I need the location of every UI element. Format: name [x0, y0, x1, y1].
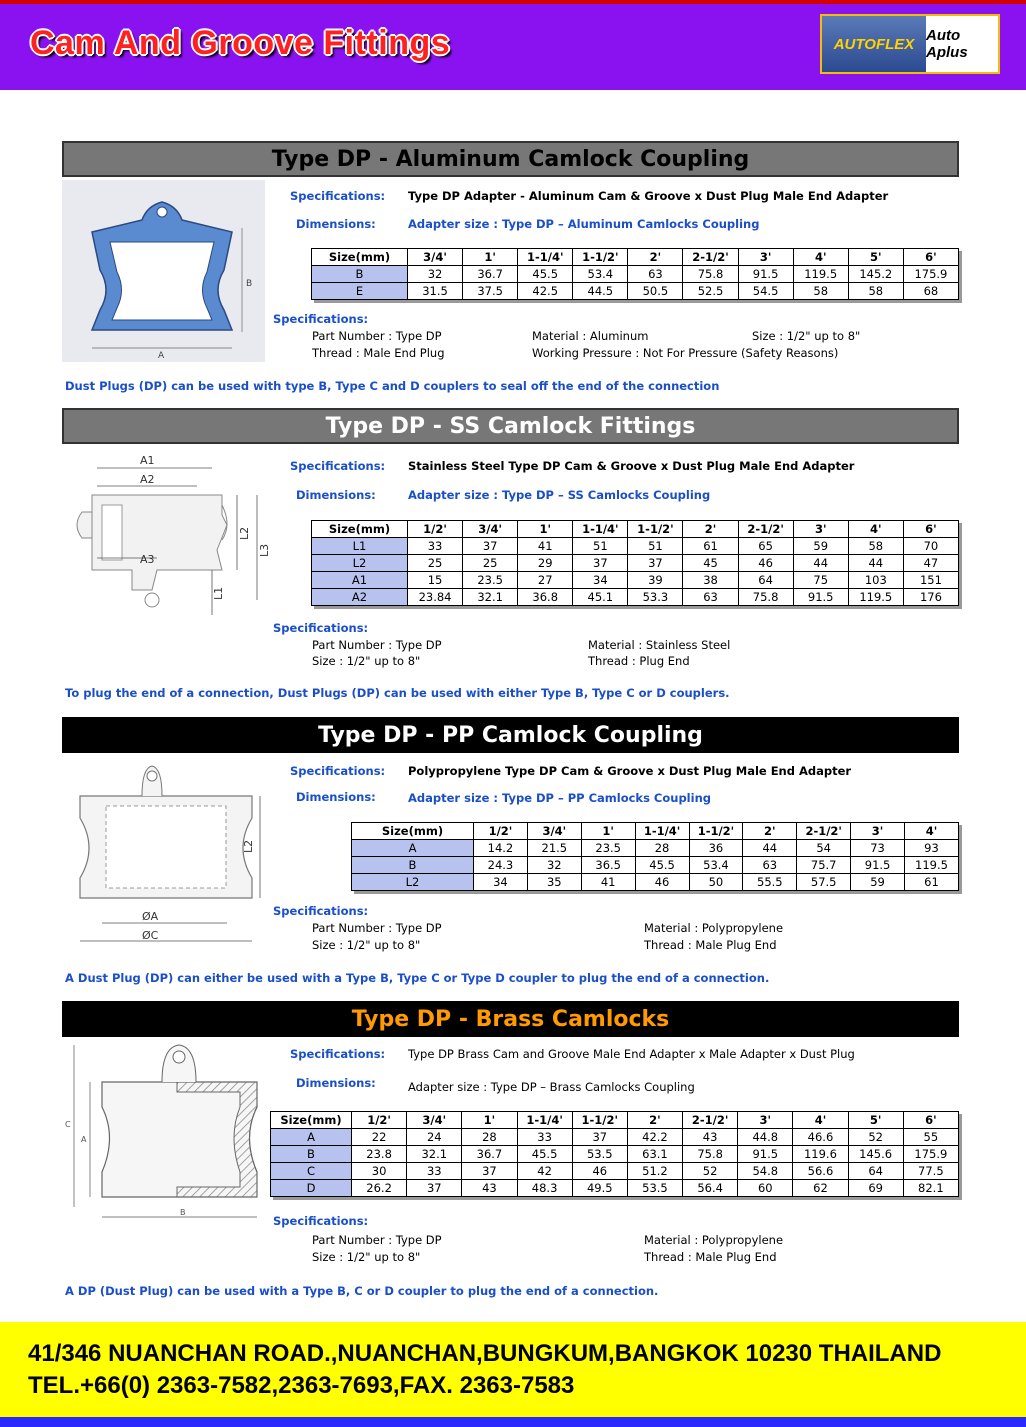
table-cell: 15 — [408, 572, 463, 589]
spec-label: Specifications: — [290, 1047, 386, 1061]
spec-label: Specifications: — [290, 764, 386, 778]
table-cell: 64 — [848, 1163, 903, 1180]
table-header-cell: 4' — [905, 823, 959, 840]
table-cell: 53.4 — [689, 857, 743, 874]
table-cell: 73 — [851, 840, 905, 857]
brass-note: A DP (Dust Plug) can be used with a Type B, C or D coupler to plug the end of a connection. — [65, 1284, 659, 1298]
ss-note: To plug the end of a connection, Dust Plugs (DP) can be used with either Type B, Type C or D couplers. — [65, 686, 730, 700]
ss-dim-a3: A3 — [140, 553, 155, 566]
table-cell: 45 — [683, 555, 738, 572]
table-row — [352, 874, 959, 891]
section-title-ss: Type DP - SS Camlock Fittings — [62, 408, 959, 444]
table-cell: 25 — [463, 555, 518, 572]
pp-specifications: Polypropylene Type DP Cam & Groove x Dust Plug Male End Adapter — [408, 764, 852, 778]
table-header-cell: 1-1/4' — [517, 1112, 572, 1129]
table-cell: 35 — [527, 874, 581, 891]
table-cell: 53.5 — [627, 1180, 682, 1197]
table-cell: 56.6 — [793, 1163, 848, 1180]
table-cell: 26.2 — [352, 1180, 407, 1197]
table-row — [271, 1163, 959, 1180]
table-cell: L1 — [312, 538, 408, 555]
ss-dim-l3: L3 — [258, 543, 271, 557]
table-cell: 45.5 — [517, 1146, 572, 1163]
table-header-cell: Size(mm) — [312, 249, 408, 266]
table-cell: 58 — [848, 538, 903, 555]
table-row — [352, 840, 959, 857]
table-cell: 61 — [905, 874, 959, 891]
table-cell: 75 — [793, 572, 848, 589]
table-cell: 45.5 — [635, 857, 689, 874]
table-cell: 63 — [683, 589, 738, 606]
table-header-cell: 3/4' — [408, 249, 463, 266]
section-title-aluminum: Type DP - Aluminum Camlock Coupling — [62, 141, 959, 177]
table-cell: 54.8 — [738, 1163, 793, 1180]
table-cell: 44 — [848, 555, 903, 572]
table-cell: 37.5 — [463, 283, 518, 300]
logo-autoflex: AUTOFLEX — [822, 16, 926, 72]
table-cell: 23.5 — [463, 572, 518, 589]
table-cell: 48.3 — [517, 1180, 572, 1197]
table-cell: 44 — [793, 555, 848, 572]
table-cell: 52 — [848, 1129, 903, 1146]
table-cell: 33 — [408, 538, 463, 555]
table-header-row — [312, 249, 959, 266]
table-cell: 44 — [743, 840, 797, 857]
table-cell: 34 — [573, 572, 628, 589]
table-cell: 46.6 — [793, 1129, 848, 1146]
table-cell: 103 — [848, 572, 903, 589]
table-row — [312, 572, 959, 589]
footer-strip — [0, 1417, 1026, 1427]
detail-part-number: Part Number : Type DP — [312, 921, 442, 935]
table-cell: 65 — [738, 538, 793, 555]
table-cell: E — [312, 283, 408, 300]
table-header-cell: 5' — [848, 249, 903, 266]
table-header-cell: 1' — [462, 1112, 517, 1129]
ss-drawing — [62, 450, 272, 625]
table-header-cell: 2-1/2' — [683, 1112, 738, 1129]
table-cell: 43 — [683, 1129, 738, 1146]
table-header-cell: 4' — [793, 249, 848, 266]
table-header-cell: 1/2' — [408, 521, 463, 538]
detail-size: Size : 1/2" up to 8" — [752, 329, 861, 343]
table-cell: 58 — [848, 283, 903, 300]
footer-address: 41/346 NUANCHAN ROAD.,NUANCHAN,BUNGKUM,BANGKOK 10230 THAILAND — [28, 1340, 942, 1367]
table-cell: 41 — [518, 538, 573, 555]
brass-specifications: Type DP Brass Cam and Groove Male End Adapter x Male Adapter x Dust Plug — [408, 1047, 855, 1061]
table-header-cell: Size(mm) — [312, 521, 408, 538]
table-row — [312, 266, 959, 283]
detail-thread: Thread : Plug End — [588, 654, 690, 668]
table-cell: 91.5 — [738, 266, 793, 283]
table-cell: 53.4 — [573, 266, 628, 283]
table-header-cell: 1-1/4' — [573, 521, 628, 538]
table-cell: B — [352, 857, 474, 874]
table-header-cell: 2-1/2' — [683, 249, 738, 266]
table-row — [312, 283, 959, 300]
table-header-cell: 1-1/4' — [518, 249, 573, 266]
table-header-cell: 1/2' — [474, 823, 528, 840]
table-header-cell: 4' — [848, 521, 903, 538]
table-header-row — [312, 521, 959, 538]
table-header-cell: 3' — [851, 823, 905, 840]
table-cell: 119.5 — [793, 266, 848, 283]
detail-material: Material : Polypropylene — [644, 1233, 784, 1247]
table-cell: 36 — [689, 840, 743, 857]
table-cell: 119.6 — [793, 1146, 848, 1163]
aluminum-drawing — [62, 180, 265, 362]
table-cell: 39 — [628, 572, 683, 589]
spec-label: Specifications: — [290, 459, 386, 473]
table-row — [271, 1146, 959, 1163]
detail-size: Size : 1/2" up to 8" — [312, 1250, 421, 1264]
table-header-cell: 1/2' — [352, 1112, 407, 1129]
spec-label: Specifications: — [273, 1214, 369, 1228]
table-cell: 33 — [517, 1129, 572, 1146]
alu-dim-b: B — [246, 279, 253, 289]
table-cell: 55 — [903, 1129, 958, 1146]
table-cell: 75.8 — [738, 589, 793, 606]
table-cell: 60 — [738, 1180, 793, 1197]
table-cell: 25 — [408, 555, 463, 572]
table-cell: 38 — [683, 572, 738, 589]
table-cell: 151 — [903, 572, 958, 589]
table-cell: 63 — [628, 266, 683, 283]
table-cell: 52.5 — [683, 283, 738, 300]
table-header-cell: 3' — [738, 249, 793, 266]
ss-dimensions: Adapter size : Type DP – SS Camlocks Coupling — [408, 488, 711, 502]
table-cell: 37 — [463, 538, 518, 555]
table-cell: 53.3 — [628, 589, 683, 606]
table-cell: 91.5 — [851, 857, 905, 874]
table-header-cell: 3' — [793, 521, 848, 538]
detail-size: Size : 1/2" up to 8" — [312, 654, 421, 668]
section-title-brass: Type DP - Brass Camlocks — [62, 1001, 959, 1037]
table-cell: 62 — [793, 1180, 848, 1197]
table-cell: 42.5 — [518, 283, 573, 300]
table-cell: 58 — [793, 283, 848, 300]
spec-label: Specifications: — [273, 312, 369, 326]
table-cell: 75.8 — [683, 266, 738, 283]
table-cell: 54 — [797, 840, 851, 857]
table-cell: A — [271, 1129, 352, 1146]
pp-dim-l2: L2 — [242, 839, 255, 853]
table-cell: 47 — [903, 555, 958, 572]
table-cell: 28 — [635, 840, 689, 857]
detail-working-pressure: Working Pressure : Not For Pressure (Safety Reasons) — [532, 346, 839, 360]
table-header-cell: 1-1/2' — [689, 823, 743, 840]
table-row — [312, 538, 959, 555]
table-cell: 42 — [517, 1163, 572, 1180]
table-cell: 51 — [628, 538, 683, 555]
table-header-cell: 1-1/2' — [628, 521, 683, 538]
table-cell: 175.9 — [903, 266, 958, 283]
table-cell: 31.5 — [408, 283, 463, 300]
table-cell: 61 — [683, 538, 738, 555]
table-cell: 119.5 — [848, 589, 903, 606]
detail-part-number: Part Number : Type DP — [312, 329, 442, 343]
detail-part-number: Part Number : Type DP — [312, 638, 442, 652]
ss-dim-a2: A2 — [140, 473, 155, 486]
table-cell: 50.5 — [628, 283, 683, 300]
table-cell: 23.8 — [352, 1146, 407, 1163]
brass-dim-b: B — [180, 1208, 186, 1217]
aluminum-specifications: Type DP Adapter - Aluminum Cam & Groove x Dust Plug Male End Adapter — [408, 189, 889, 203]
table-cell: 175.9 — [903, 1146, 958, 1163]
dim-label: Dimensions: — [296, 1076, 376, 1090]
table-header-cell: 6' — [903, 1112, 958, 1129]
table-header-cell: Size(mm) — [271, 1112, 352, 1129]
table-cell: 68 — [903, 283, 958, 300]
detail-part-number: Part Number : Type DP — [312, 1233, 442, 1247]
aluminum-note: Dust Plugs (DP) can be used with type B, Type C and D couplers to seal off the end of the connection — [65, 379, 720, 393]
alu-dim-a: A — [158, 351, 165, 361]
pp-dim-a: ØA — [142, 910, 159, 923]
table-cell: 64 — [738, 572, 793, 589]
table-header-cell: 1' — [581, 823, 635, 840]
table-cell: 24 — [407, 1129, 462, 1146]
table-cell: 176 — [903, 589, 958, 606]
table-cell: 56.4 — [683, 1180, 738, 1197]
company-logo — [820, 14, 1000, 74]
logo-auto-aplus: Auto Aplus — [926, 27, 968, 61]
table-cell: 44.5 — [573, 283, 628, 300]
table-header-cell: 3/4' — [407, 1112, 462, 1129]
table-cell: L2 — [312, 555, 408, 572]
table-header-cell: 2-1/2' — [738, 521, 793, 538]
table-header-cell: 2-1/2' — [797, 823, 851, 840]
pp-dimensions: Adapter size : Type DP – PP Camlocks Coupling — [408, 791, 711, 805]
footer-contact: TEL.+66(0) 2363-7582,2363-7693,FAX. 2363-7583 — [28, 1372, 575, 1399]
table-cell: 69 — [848, 1180, 903, 1197]
ss-dim-a1: A1 — [140, 454, 155, 467]
page-footer — [0, 1322, 1026, 1427]
table-header-cell: 2' — [627, 1112, 682, 1129]
spec-label: Specifications: — [290, 189, 386, 203]
table-cell: 145.2 — [848, 266, 903, 283]
table-cell: 70 — [903, 538, 958, 555]
brass-dim-c: C — [65, 1120, 71, 1129]
spec-label: Specifications: — [273, 621, 369, 635]
table-cell: 14.2 — [474, 840, 528, 857]
dim-label: Dimensions: — [296, 790, 376, 804]
table-cell: 53.5 — [572, 1146, 627, 1163]
table-cell: 21.5 — [527, 840, 581, 857]
table-cell: 37 — [462, 1163, 517, 1180]
table-header-cell: 1-1/2' — [572, 1112, 627, 1129]
table-cell: 49.5 — [572, 1180, 627, 1197]
table-cell: 50 — [689, 874, 743, 891]
spec-label: Specifications: — [273, 904, 369, 918]
table-cell: 36.7 — [462, 1146, 517, 1163]
table-cell: 37 — [573, 555, 628, 572]
table-header-cell: Size(mm) — [352, 823, 474, 840]
detail-thread: Thread : Male Plug End — [644, 938, 777, 952]
table-cell: 46 — [635, 874, 689, 891]
table-cell: 63.1 — [627, 1146, 682, 1163]
ss-dim-l1: L1 — [212, 586, 225, 600]
table-header-cell: 2' — [743, 823, 797, 840]
table-cell: 44.8 — [738, 1129, 793, 1146]
table-cell: 77.5 — [903, 1163, 958, 1180]
table-cell: 54.5 — [738, 283, 793, 300]
detail-material: Material : Aluminum — [532, 329, 649, 343]
table-cell: 75.8 — [683, 1146, 738, 1163]
table-cell: 42.2 — [627, 1129, 682, 1146]
table-cell: A — [352, 840, 474, 857]
table-row — [271, 1129, 959, 1146]
table-cell: 37 — [572, 1129, 627, 1146]
table-cell: 32 — [527, 857, 581, 874]
table-header-cell: 1-1/4' — [635, 823, 689, 840]
table-cell: 45.5 — [518, 266, 573, 283]
section-title-pp: Type DP - PP Camlock Coupling — [62, 717, 959, 753]
table-cell: 41 — [581, 874, 635, 891]
brass-drawing — [62, 1037, 272, 1227]
table-header-row — [352, 823, 959, 840]
table-cell: 36.7 — [463, 266, 518, 283]
table-cell: 27 — [518, 572, 573, 589]
table-cell: 45.1 — [573, 589, 628, 606]
table-row — [352, 857, 959, 874]
detail-thread: Thread : Male Plug End — [644, 1250, 777, 1264]
table-cell: 37 — [407, 1180, 462, 1197]
detail-thread: Thread : Male End Plug — [312, 346, 445, 360]
table-cell: D — [271, 1180, 352, 1197]
table-cell: 23.5 — [581, 840, 635, 857]
table-cell: 59 — [793, 538, 848, 555]
ss-table — [311, 520, 959, 606]
table-cell: 36.5 — [581, 857, 635, 874]
table-cell: 75.7 — [797, 857, 851, 874]
aluminum-table — [311, 248, 959, 300]
table-cell: A1 — [312, 572, 408, 589]
table-cell: B — [271, 1146, 352, 1163]
dim-label: Dimensions: — [296, 217, 376, 231]
table-cell: 145.6 — [848, 1146, 903, 1163]
detail-size: Size : 1/2" up to 8" — [312, 938, 421, 952]
table-cell: A2 — [312, 589, 408, 606]
table-cell: 93 — [905, 840, 959, 857]
brass-table — [270, 1111, 959, 1197]
table-cell: 91.5 — [793, 589, 848, 606]
table-cell: 46 — [738, 555, 793, 572]
table-header-cell: 6' — [903, 249, 958, 266]
detail-material: Material : Stainless Steel — [588, 638, 731, 652]
ss-specifications: Stainless Steel Type DP Cam & Groove x Dust Plug Male End Adapter — [408, 459, 855, 473]
table-cell: 51 — [573, 538, 628, 555]
table-header-cell: 2' — [628, 249, 683, 266]
table-cell: 32.1 — [463, 589, 518, 606]
table-cell: 24.3 — [474, 857, 528, 874]
table-cell: 43 — [462, 1180, 517, 1197]
table-cell: B — [312, 266, 408, 283]
table-cell: 57.5 — [797, 874, 851, 891]
table-cell: 30 — [352, 1163, 407, 1180]
table-header-cell: 6' — [903, 521, 958, 538]
table-cell: 82.1 — [903, 1180, 958, 1197]
table-cell: C — [271, 1163, 352, 1180]
table-cell: 32 — [408, 266, 463, 283]
dim-label: Dimensions: — [296, 488, 376, 502]
table-cell: 55.5 — [743, 874, 797, 891]
table-header-cell: 1-1/2' — [573, 249, 628, 266]
table-header-cell: 3/4' — [527, 823, 581, 840]
table-header-cell: 2' — [683, 521, 738, 538]
page-title: Cam And Groove Fittings — [30, 24, 451, 62]
table-cell: 51.2 — [627, 1163, 682, 1180]
table-header-cell: 1' — [518, 521, 573, 538]
table-header-row — [271, 1112, 959, 1129]
table-cell: 119.5 — [905, 857, 959, 874]
table-cell: 52 — [683, 1163, 738, 1180]
table-header-cell: 1' — [463, 249, 518, 266]
table-cell: 59 — [851, 874, 905, 891]
table-cell: 36.8 — [518, 589, 573, 606]
table-cell: 29 — [518, 555, 573, 572]
pp-table — [351, 822, 959, 891]
aluminum-dimensions: Adapter size : Type DP – Aluminum Camlocks Coupling — [408, 217, 760, 231]
table-row — [312, 555, 959, 572]
table-row — [312, 589, 959, 606]
brass-dim-a: A — [81, 1135, 87, 1144]
table-cell: 33 — [407, 1163, 462, 1180]
detail-material: Material : Polypropylene — [644, 921, 784, 935]
table-row — [271, 1180, 959, 1197]
table-cell: 28 — [462, 1129, 517, 1146]
table-cell: 32.1 — [407, 1146, 462, 1163]
pp-note: A Dust Plug (DP) can either be used with a Type B, Type C or Type D coupler to plug the end of a connection. — [65, 971, 770, 985]
pp-drawing — [62, 758, 272, 958]
ss-dim-l2: L2 — [238, 526, 251, 540]
table-cell: 46 — [572, 1163, 627, 1180]
table-cell: 23.84 — [408, 589, 463, 606]
table-cell: 91.5 — [738, 1146, 793, 1163]
table-cell: 22 — [352, 1129, 407, 1146]
table-cell: 37 — [628, 555, 683, 572]
table-cell: 34 — [474, 874, 528, 891]
table-header-cell: 5' — [848, 1112, 903, 1129]
table-cell: 63 — [743, 857, 797, 874]
pp-dim-c: ØC — [142, 929, 159, 942]
table-header-cell: 3' — [738, 1112, 793, 1129]
brass-dimensions: Adapter size : Type DP – Brass Camlocks Coupling — [408, 1080, 695, 1094]
table-cell: L2 — [352, 874, 474, 891]
table-header-cell: 3/4' — [463, 521, 518, 538]
table-header-cell: 4' — [793, 1112, 848, 1129]
